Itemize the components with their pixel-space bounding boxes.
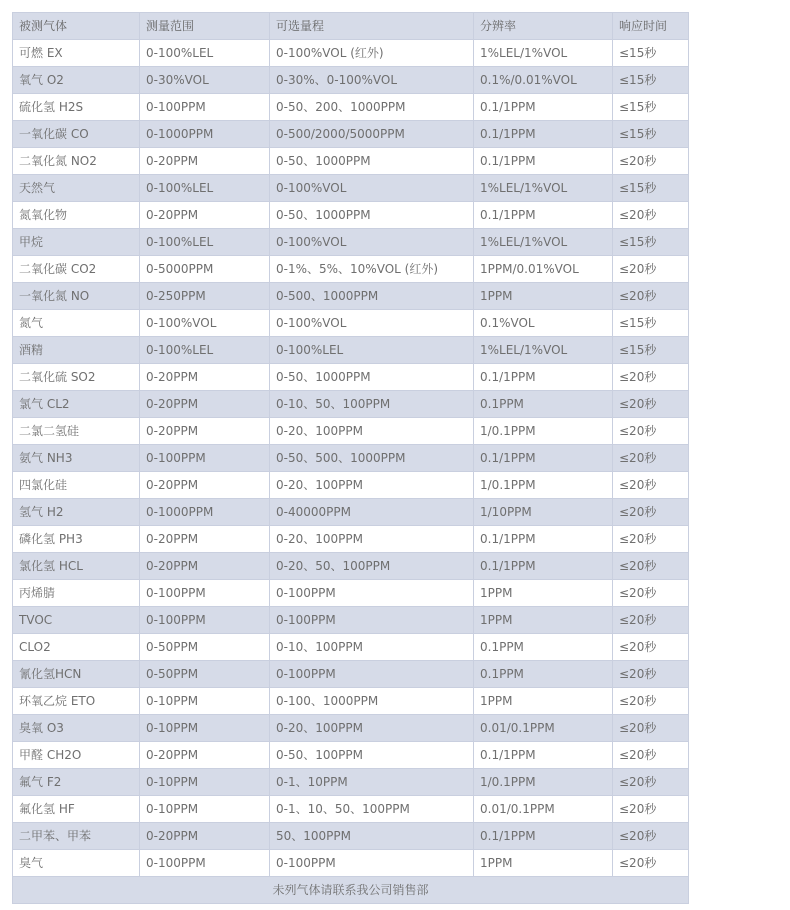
- cell-measure-range: 0-100%VOL: [140, 310, 270, 337]
- table-row: [13, 796, 689, 823]
- table-footer: [13, 877, 689, 904]
- table-row: [13, 229, 689, 256]
- cell-response-time: ≤20秒: [613, 769, 689, 796]
- cell-measure-range: 0-1000PPM: [140, 499, 270, 526]
- cell-measure-range: 0-100%LEL: [140, 337, 270, 364]
- footer-row: [13, 877, 689, 904]
- cell-optional-range: 0-100%VOL: [270, 310, 474, 337]
- cell-optional-range: 0-50、1000PPM: [270, 364, 474, 391]
- cell-gas: 环氧乙烷 ETO: [13, 688, 140, 715]
- cell-measure-range: 0-100PPM: [140, 580, 270, 607]
- cell-optional-range: 0-100PPM: [270, 850, 474, 877]
- cell-gas: 甲烷: [13, 229, 140, 256]
- cell-measure-range: 0-5000PPM: [140, 256, 270, 283]
- cell-resolution: 0.1PPM: [474, 634, 613, 661]
- cell-gas: 臭氧 O3: [13, 715, 140, 742]
- cell-optional-range: 0-100、1000PPM: [270, 688, 474, 715]
- cell-resolution: 0.1/1PPM: [474, 742, 613, 769]
- cell-resolution: 0.1/1PPM: [474, 553, 613, 580]
- cell-resolution: 0.1/1PPM: [474, 148, 613, 175]
- table-row: [13, 661, 689, 688]
- cell-resolution: 0.1/1PPM: [474, 121, 613, 148]
- table-row: [13, 445, 689, 472]
- cell-resolution: 1/10PPM: [474, 499, 613, 526]
- cell-measure-range: 0-100%LEL: [140, 229, 270, 256]
- table-row: [13, 94, 689, 121]
- cell-measure-range: 0-20PPM: [140, 418, 270, 445]
- cell-resolution: 0.01/0.1PPM: [474, 796, 613, 823]
- cell-gas: 氧气 O2: [13, 67, 140, 94]
- table-row: [13, 553, 689, 580]
- table-row: [13, 121, 689, 148]
- cell-gas: 硫化氢 H2S: [13, 94, 140, 121]
- cell-response-time: ≤20秒: [613, 688, 689, 715]
- cell-optional-range: 0-20、100PPM: [270, 526, 474, 553]
- cell-gas: 磷化氢 PH3: [13, 526, 140, 553]
- cell-measure-range: 0-20PPM: [140, 823, 270, 850]
- cell-response-time: ≤20秒: [613, 715, 689, 742]
- cell-measure-range: 0-100PPM: [140, 94, 270, 121]
- cell-resolution: 0.1%/0.01%VOL: [474, 67, 613, 94]
- cell-measure-range: 0-20PPM: [140, 391, 270, 418]
- table-row: [13, 715, 689, 742]
- cell-response-time: ≤20秒: [613, 634, 689, 661]
- cell-measure-range: 0-50PPM: [140, 661, 270, 688]
- cell-optional-range: 0-500、1000PPM: [270, 283, 474, 310]
- cell-measure-range: 0-20PPM: [140, 742, 270, 769]
- cell-response-time: ≤15秒: [613, 121, 689, 148]
- cell-response-time: ≤20秒: [613, 364, 689, 391]
- cell-optional-range: 0-100PPM: [270, 607, 474, 634]
- cell-optional-range: 0-30%、0-100%VOL: [270, 67, 474, 94]
- header-response-time: 响应时间: [613, 13, 689, 40]
- table-row: [13, 850, 689, 877]
- cell-optional-range: 0-100%VOL: [270, 175, 474, 202]
- cell-optional-range: 0-40000PPM: [270, 499, 474, 526]
- cell-optional-range: 0-20、100PPM: [270, 715, 474, 742]
- cell-response-time: ≤20秒: [613, 607, 689, 634]
- header-measure-range: 测量范围: [140, 13, 270, 40]
- cell-response-time: ≤15秒: [613, 229, 689, 256]
- cell-resolution: 0.1/1PPM: [474, 823, 613, 850]
- table-row: [13, 634, 689, 661]
- cell-gas: 氨气 NH3: [13, 445, 140, 472]
- cell-optional-range: 0-1%、5%、10%VOL (红外): [270, 256, 474, 283]
- table-row: [13, 256, 689, 283]
- table-body: [13, 40, 689, 877]
- table-row: [13, 688, 689, 715]
- cell-gas: 氯化氢 HCL: [13, 553, 140, 580]
- cell-gas: 氢气 H2: [13, 499, 140, 526]
- cell-optional-range: 0-500/2000/5000PPM: [270, 121, 474, 148]
- cell-gas: TVOC: [13, 607, 140, 634]
- cell-resolution: 1/0.1PPM: [474, 472, 613, 499]
- table-header: [13, 13, 689, 40]
- cell-gas: 丙烯腈: [13, 580, 140, 607]
- cell-response-time: ≤20秒: [613, 850, 689, 877]
- table-row: [13, 607, 689, 634]
- cell-response-time: ≤15秒: [613, 40, 689, 67]
- cell-measure-range: 0-10PPM: [140, 688, 270, 715]
- cell-gas: 氰化氢HCN: [13, 661, 140, 688]
- cell-gas: 二氧化碳 CO2: [13, 256, 140, 283]
- cell-response-time: ≤20秒: [613, 256, 689, 283]
- cell-resolution: 1/0.1PPM: [474, 769, 613, 796]
- table-row: [13, 769, 689, 796]
- cell-resolution: 1%LEL/1%VOL: [474, 40, 613, 67]
- table-row: [13, 580, 689, 607]
- cell-measure-range: 0-100PPM: [140, 607, 270, 634]
- table-row: [13, 202, 689, 229]
- cell-measure-range: 0-250PPM: [140, 283, 270, 310]
- cell-response-time: ≤20秒: [613, 472, 689, 499]
- cell-measure-range: 0-30%VOL: [140, 67, 270, 94]
- cell-response-time: ≤15秒: [613, 175, 689, 202]
- footer-note: 未列气体请联系我公司销售部: [13, 877, 689, 904]
- cell-gas: 臭气: [13, 850, 140, 877]
- table-row: [13, 175, 689, 202]
- cell-measure-range: 0-100PPM: [140, 445, 270, 472]
- cell-response-time: ≤20秒: [613, 445, 689, 472]
- cell-gas: 二甲苯、甲苯: [13, 823, 140, 850]
- cell-response-time: ≤20秒: [613, 526, 689, 553]
- cell-measure-range: 0-50PPM: [140, 634, 270, 661]
- cell-measure-range: 0-100%LEL: [140, 40, 270, 67]
- cell-resolution: 1PPM: [474, 850, 613, 877]
- cell-gas: 四氯化硅: [13, 472, 140, 499]
- cell-gas: 一氧化氮 NO: [13, 283, 140, 310]
- cell-optional-range: 0-50、1000PPM: [270, 148, 474, 175]
- cell-optional-range: 0-20、100PPM: [270, 418, 474, 445]
- cell-response-time: ≤15秒: [613, 310, 689, 337]
- cell-gas: 天然气: [13, 175, 140, 202]
- cell-response-time: ≤20秒: [613, 418, 689, 445]
- cell-gas: 氟气 F2: [13, 769, 140, 796]
- cell-gas: 可燃 EX: [13, 40, 140, 67]
- gas-spec-table-container: [12, 12, 689, 904]
- cell-optional-range: 0-100%VOL: [270, 229, 474, 256]
- gas-spec-table: [12, 12, 689, 904]
- table-row: [13, 472, 689, 499]
- cell-gas: 氟化氢 HF: [13, 796, 140, 823]
- header-row: [13, 13, 689, 40]
- cell-response-time: ≤20秒: [613, 742, 689, 769]
- cell-response-time: ≤20秒: [613, 823, 689, 850]
- table-row: [13, 337, 689, 364]
- table-row: [13, 742, 689, 769]
- cell-resolution: 1PPM: [474, 580, 613, 607]
- cell-measure-range: 0-10PPM: [140, 769, 270, 796]
- cell-measure-range: 0-100%LEL: [140, 175, 270, 202]
- cell-resolution: 1/0.1PPM: [474, 418, 613, 445]
- cell-resolution: 0.1%VOL: [474, 310, 613, 337]
- table-row: [13, 148, 689, 175]
- cell-response-time: ≤20秒: [613, 580, 689, 607]
- cell-resolution: 0.01/0.1PPM: [474, 715, 613, 742]
- cell-gas: 二氧化硫 SO2: [13, 364, 140, 391]
- cell-optional-range: 0-1、10、50、100PPM: [270, 796, 474, 823]
- cell-optional-range: 0-100PPM: [270, 580, 474, 607]
- cell-resolution: 0.1/1PPM: [474, 94, 613, 121]
- cell-measure-range: 0-100PPM: [140, 850, 270, 877]
- cell-measure-range: 0-20PPM: [140, 148, 270, 175]
- cell-optional-range: 0-10、50、100PPM: [270, 391, 474, 418]
- cell-response-time: ≤20秒: [613, 148, 689, 175]
- cell-resolution: 1PPM/0.01%VOL: [474, 256, 613, 283]
- cell-resolution: 0.1PPM: [474, 661, 613, 688]
- cell-response-time: ≤20秒: [613, 283, 689, 310]
- cell-gas: 酒精: [13, 337, 140, 364]
- cell-measure-range: 0-1000PPM: [140, 121, 270, 148]
- cell-gas: 氮氧化物: [13, 202, 140, 229]
- cell-optional-range: 0-1、10PPM: [270, 769, 474, 796]
- cell-optional-range: 0-20、100PPM: [270, 472, 474, 499]
- cell-resolution: 0.1/1PPM: [474, 526, 613, 553]
- header-gas: 被测气体: [13, 13, 140, 40]
- table-row: [13, 418, 689, 445]
- cell-measure-range: 0-20PPM: [140, 202, 270, 229]
- cell-optional-range: 0-10、100PPM: [270, 634, 474, 661]
- cell-measure-range: 0-20PPM: [140, 526, 270, 553]
- cell-resolution: 0.1/1PPM: [474, 364, 613, 391]
- cell-resolution: 1PPM: [474, 607, 613, 634]
- table-row: [13, 823, 689, 850]
- cell-optional-range: 0-100%LEL: [270, 337, 474, 364]
- cell-gas: 一氧化碳 CO: [13, 121, 140, 148]
- cell-resolution: 1%LEL/1%VOL: [474, 229, 613, 256]
- cell-response-time: ≤20秒: [613, 796, 689, 823]
- cell-response-time: ≤20秒: [613, 553, 689, 580]
- cell-resolution: 1PPM: [474, 283, 613, 310]
- cell-response-time: ≤20秒: [613, 391, 689, 418]
- cell-optional-range: 0-20、50、100PPM: [270, 553, 474, 580]
- table-row: [13, 391, 689, 418]
- cell-optional-range: 0-50、1000PPM: [270, 202, 474, 229]
- table-row: [13, 283, 689, 310]
- cell-optional-range: 0-100PPM: [270, 661, 474, 688]
- cell-measure-range: 0-20PPM: [140, 553, 270, 580]
- cell-response-time: ≤20秒: [613, 661, 689, 688]
- cell-optional-range: 50、100PPM: [270, 823, 474, 850]
- cell-measure-range: 0-20PPM: [140, 364, 270, 391]
- cell-gas: 二氯二氢硅: [13, 418, 140, 445]
- cell-measure-range: 0-10PPM: [140, 715, 270, 742]
- table-row: [13, 310, 689, 337]
- cell-measure-range: 0-10PPM: [140, 796, 270, 823]
- cell-optional-range: 0-50、200、1000PPM: [270, 94, 474, 121]
- cell-response-time: ≤20秒: [613, 499, 689, 526]
- cell-optional-range: 0-100%VOL (红外): [270, 40, 474, 67]
- cell-resolution: 1%LEL/1%VOL: [474, 175, 613, 202]
- header-optional-range: 可选量程: [270, 13, 474, 40]
- cell-response-time: ≤15秒: [613, 67, 689, 94]
- cell-measure-range: 0-20PPM: [140, 472, 270, 499]
- cell-resolution: 0.1PPM: [474, 391, 613, 418]
- table-row: [13, 40, 689, 67]
- table-row: [13, 499, 689, 526]
- cell-gas: CLO2: [13, 634, 140, 661]
- cell-resolution: 1PPM: [474, 688, 613, 715]
- cell-optional-range: 0-50、500、1000PPM: [270, 445, 474, 472]
- cell-resolution: 0.1/1PPM: [474, 202, 613, 229]
- header-resolution: 分辨率: [474, 13, 613, 40]
- cell-optional-range: 0-50、100PPM: [270, 742, 474, 769]
- cell-response-time: ≤20秒: [613, 202, 689, 229]
- cell-gas: 二氧化氮 NO2: [13, 148, 140, 175]
- table-row: [13, 526, 689, 553]
- cell-gas: 氯气 CL2: [13, 391, 140, 418]
- cell-response-time: ≤15秒: [613, 337, 689, 364]
- cell-resolution: 0.1/1PPM: [474, 445, 613, 472]
- table-row: [13, 67, 689, 94]
- cell-gas: 甲醛 CH2O: [13, 742, 140, 769]
- cell-gas: 氮气: [13, 310, 140, 337]
- table-row: [13, 364, 689, 391]
- cell-resolution: 1%LEL/1%VOL: [474, 337, 613, 364]
- cell-response-time: ≤15秒: [613, 94, 689, 121]
